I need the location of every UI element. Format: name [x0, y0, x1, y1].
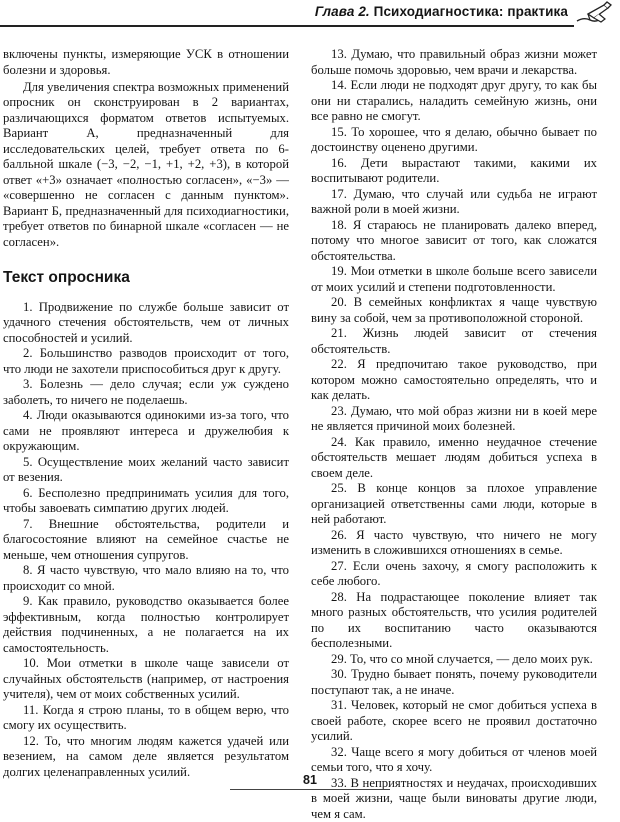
header-title-text: Психодиагностика: практика	[370, 4, 568, 19]
question-item: 11. Когда я строю планы, то в общем верю, что смогу их осуществить.	[3, 703, 289, 734]
question-item: 14. Если люди не подходят друг другу, то как бы они ни старались, наладить семейную жизнь, они все равно не смогут.	[311, 78, 597, 125]
right-column	[311, 47, 597, 822]
question-item: 25. В конце концов за плохое управление организацией ответственны сами люди, которые в ней работают.	[311, 481, 597, 528]
question-item: 9. Как правило, руководство оказывается более эффективным, когда полностью контролирует действия подчиненных, а не полагается на их самостоятельность.	[3, 594, 289, 656]
question-item: 32. Чаще всего я могу добиться от членов моей семьи того, что я хочу.	[311, 745, 597, 776]
question-item: 13. Думаю, что правильный образ жизни может больше помочь здоровью, чем врачи и лекарства.	[311, 47, 597, 78]
left-column	[3, 47, 289, 780]
question-item: 8. Я часто чувствую, что мало влияю на то, что происходит со мной.	[3, 563, 289, 594]
question-item: 23. Думаю, что мой образ жизни ни в коей мере не является причиной моих болезней.	[311, 404, 597, 435]
question-item: 22. Я предпочитаю такое руководство, при котором можно самостоятельно определять, что и как делать.	[311, 357, 597, 404]
question-item: 2. Большинство разводов происходит от того, что люди не захотели приспособиться друг к другу.	[3, 346, 289, 377]
question-item: 18. Я стараюсь не планировать далеко вперед, потому что многое зависит от того, как сложатся обстоятельства.	[311, 218, 597, 265]
question-item: 27. Если очень захочу, я смогу расположить к себе любого.	[311, 559, 597, 590]
question-item: 29. То, что со мной случается, — дело моих рук.	[311, 652, 597, 668]
question-item: 30. Трудно бывает понять, почему руководители поступают так, а не иначе.	[311, 667, 597, 698]
question-item: 24. Как правило, именно неудачное стечение обстоятельств мешает людям добиться успеха в своем деле.	[311, 435, 597, 482]
question-item: 26. Я часто чувствую, что ничего не могу изменить в сложившихся отношениях в семье.	[311, 528, 597, 559]
section-title: Текст опросника	[3, 270, 289, 286]
header-rule	[0, 25, 574, 27]
question-item: 16. Дети вырастают такими, какими их воспитывают родители.	[311, 156, 597, 187]
question-item: 6. Бесполезно предпринимать усилия для того, чтобы завоевать симпатию других людей.	[3, 486, 289, 517]
question-item: 4. Люди оказываются одинокими из-за того, что сами не проявляют интереса и дружелюбия к окружающим.	[3, 408, 289, 455]
question-item: 31. Человек, который не смог добиться успеха в своей работе, скорее всего не проявил достаточно усилий.	[311, 698, 597, 745]
question-item: 33. В неприятностях и неудачах, происходивших в моей жизни, чаще были виноваты другие люди, чем я сам.	[311, 776, 597, 822]
question-item: 17. Думаю, что случай или судьба не играют важной роли в моей жизни.	[311, 187, 597, 218]
question-item: 12. То, что многим людям кажется удачей или везением, на самом деле является результатом долгих целенаправленных усилий.	[3, 734, 289, 781]
question-item: 3. Болезнь — дело случая; если уж суждено заболеть, то ничего не поделаешь.	[3, 377, 289, 408]
paragraph-variants: Для увеличения спектра возможных применений опросник он сконструирован в 2 вариантах, различающихся форматом ответов испытуемых. Вариант А, предназначенный для исследовательских целей, требует ответа по 6-балльной шкале (−3, −2, −1, +1, +2, +3), в которой ответ «+3» означает «полностью согласен», «−3» — «совершенно не согласен с данным пунктом». Вариант Б, предназначенный для психодиагностики, требует ответов по бинарной шкале «согласен — не согласен».	[3, 80, 289, 251]
running-header	[0, 0, 620, 30]
header-title	[315, 4, 568, 19]
writing-hand-icon	[574, 0, 614, 28]
header-chapter: Глава 2.	[315, 4, 370, 19]
page-number: 81	[290, 773, 330, 787]
question-item: 21. Жизнь людей зависит от стечения обстоятельств.	[311, 326, 597, 357]
question-item: 7. Внешние обстоятельства, родители и благосостояние влияют на семейное счастье не меньше, чем отношения супругов.	[3, 517, 289, 564]
question-item: 5. Осуществление моих желаний часто зависит от везения.	[3, 455, 289, 486]
paragraph-intro: включены пункты, измеряющие УСК в отношении болезни и здоровья.	[3, 47, 289, 78]
question-item: 28. На подрастающее поколение влияет так много разных обстоятельств, что усилия родителей по их воспитанию часто оказываются бесполезными.	[311, 590, 597, 652]
question-item: 19. Мои отметки в школе больше всего зависели от моих усилий и степени подготовленности.	[311, 264, 597, 295]
question-item: 15. То хорошее, что я делаю, обычно бывает по достоинству оценено другими.	[311, 125, 597, 156]
question-item: 20. В семейных конфликтах я чаще чувствую вину за собой, чем за противоположной стороной.	[311, 295, 597, 326]
question-item: 1. Продвижение по службе больше зависит от удачного стечения обстоятельств, чем от личных способностей и усилий.	[3, 300, 289, 347]
footer-rule	[230, 789, 390, 790]
question-item: 10. Мои отметки в школе чаще зависели от случайных обстоятельств (например, от настроения учителя), чем от моих собственных усилий.	[3, 656, 289, 703]
